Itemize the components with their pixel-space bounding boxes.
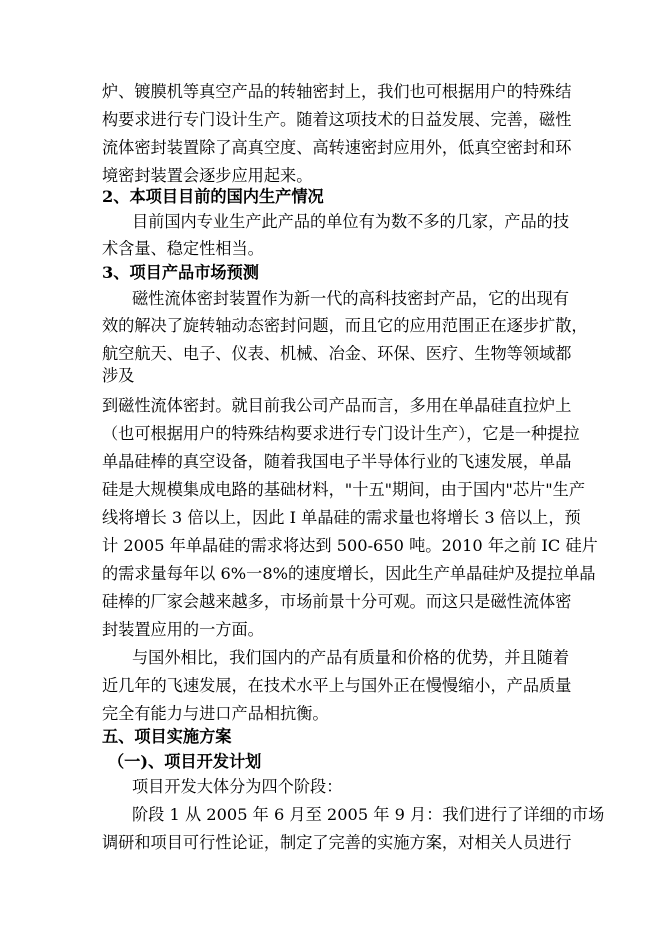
text-line: 航空航天、电子、仪表、机械、冶金、环保、医疗、生物等领域都 [102,344,572,363]
text-line: 效的解决了旋转轴动态密封问题，而且它的应用范围正在逐步扩散， [102,316,588,335]
text-line: 项目开发大体分为四个阶段： [132,777,343,796]
text-line: 磁性流体密封装置作为新一代的高科技密封产品，它的出现有 [132,289,570,308]
text-line: （也可根据用户的特殊结构要求进行专门设计生产），它是一种提拉 [102,424,580,443]
text-line: 近几年的飞速发展，在技术水平上与国外正在慢慢缩小，产品质量 [102,676,572,695]
section-heading: 3、项目产品市场预测 [102,263,259,282]
section-heading: 2、本项目目前的国内生产情况 [102,187,324,206]
text-line: 构要求进行专门设计生产。随着这项技术的日益发展、完善，磁性 [102,110,572,129]
text-line: 炉、镀膜机等真空产品的转轴密封上，我们也可根据用户的特殊结 [102,82,572,101]
text-line: 单晶硅棒的真空设备，随着我国电子半导体行业的飞速发展，单晶 [102,452,572,471]
text-line: 阶段 1 从 2005 年 6 月至 2005 年 9 月：我们进行了详细的市场 [132,805,605,824]
text-line: 术含量、稳定性相当。 [102,239,264,258]
text-line: 硅是大规模集成电路的基础材料，"十五"期间，由于国内"芯片"生产 [102,480,586,499]
text-line: 境密封装置会逐步应用起来。 [102,166,313,185]
subsection-heading: （一)、项目开发计划 [108,752,262,771]
text-line: 计 2005 年单晶硅的需求将达到 500-650 吨。2010 年之前 IC 硅片 [102,536,598,555]
text-line: 涉及 [102,366,135,385]
section-heading: 五、项目实施方案 [102,727,232,746]
text-line: 完全有能力与进口产品相抗衡。 [102,704,329,723]
text-line: 线将增长 3 倍以上，因此 I 单晶硅的需求量也将增长 3 倍以上，预 [102,508,581,527]
text-line: 硅棒的厂家会越来越多，市场前景十分可观。而这只是磁性流体密 [102,592,572,611]
text-line: 目前国内专业生产此产品的单位有为数不多的几家，产品的技 [132,212,570,231]
text-line: 调研和项目可行性论证，制定了完善的实施方案，对相关人员进行 [102,833,572,852]
text-line: 流体密封装置除了高真空度、高转速密封应用外，低真空密封和环 [102,138,572,157]
text-line: 的需求量每年以 6%一8%的速度增长，因此生产单晶硅炉及提拉单晶 [102,564,596,583]
text-line: 封装置应用的一方面。 [102,620,264,639]
text-line: 到磁性流体密封。就目前我公司产品而言，多用在单晶硅直拉炉上 [102,396,572,415]
text-line: 与国外相比，我们国内的产品有质量和价格的优势，并且随着 [132,648,570,667]
